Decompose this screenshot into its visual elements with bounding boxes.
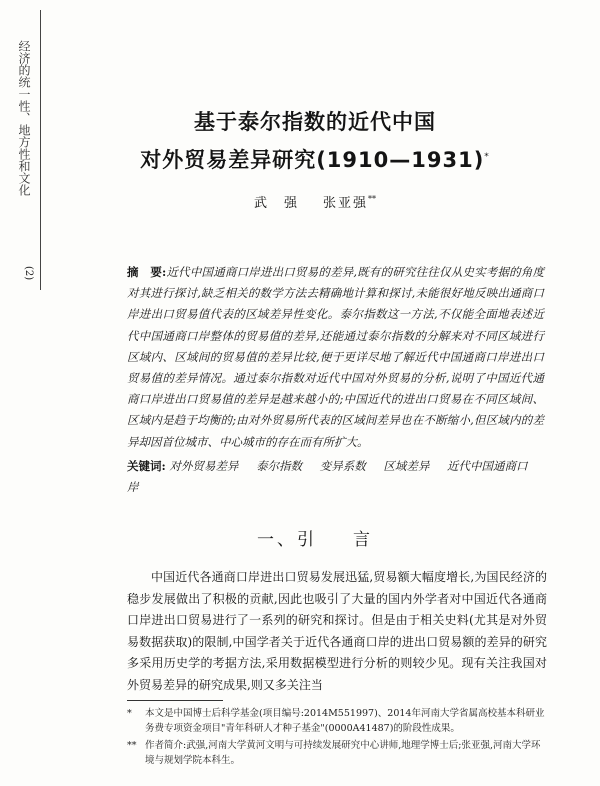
article-title-line-1: 基于泰尔指数的近代中国 bbox=[194, 110, 436, 134]
author-second: 张亚强 bbox=[323, 196, 369, 211]
footnotes bbox=[127, 706, 547, 770]
section-title: 言 bbox=[353, 530, 373, 550]
running-journal-title: 经济的统一性、地方性和文化 bbox=[17, 40, 31, 196]
footnote-text: 本文是中国博士后科学基金(项目编号:2014M551997)、2014年河南大学省属高校基本科研业务费专项资金项目"青年科研人才种子基金"(0000A41487)的阶段性成果。 bbox=[145, 708, 545, 734]
keywords bbox=[127, 456, 544, 498]
abstract bbox=[127, 262, 544, 453]
abstract-text: 近代中国通商口岸进出口贸易的差异,既有的研究往往仅从史实考据的角度对其进行探讨,缺乏相关的数学方法去精确地计算和探讨,未能很好地反映出通商口岸进出口贸易值代表的区域差异性变化。泰尔指数这一方法,不仅能全面地表述近代中国通商口岸整体的贸易值的差异,还能通过泰尔指数的分解来对不同区域进行区域内、区域间的贸易值的差异比较,便于更详尽地了解近代中国通商口岸进出口贸易值的差异情况。通过泰尔指数对近代中国对外贸易的分析,说明了中国近代通商口岸进出口贸易值的差异是越来越小的;中国近代的进出口贸易在不同区域间、区域内是趋于均衡的;由对外贸易所代表的区域间差异也在不断缩小,但区域内的差异却因首位城市、中心城市的存在而有所扩大。 bbox=[127, 265, 544, 449]
keyword: 近代中国通商口岸 bbox=[127, 459, 528, 495]
article-title-line-2: 对外贸易差异研究(1910—1931)* bbox=[140, 148, 490, 172]
title-footnote-mark[interactable]: * bbox=[484, 152, 490, 162]
section-heading bbox=[90, 525, 540, 550]
footnote bbox=[127, 738, 547, 768]
footnote-mark: * bbox=[127, 708, 132, 719]
keyword: 对外贸易差异 bbox=[169, 459, 239, 473]
author-first: 武 强 bbox=[253, 196, 299, 211]
body-paragraph: 中国近代各通商口岸进出口贸易发展迅猛,贸易额大幅度增长,为国民经济的稳步发展做出了积极的贡献,因此也吸引了大量的国内外学者对中国近代各通商口岸进出口贸易进行了一系列的研究和探讨。但是由于相关史料(尤其是对外贸易数据获取)的限制,中国学者关于近代各通商口岸的进出口贸易额的差异的研究多采用历史学的考据方法,采用数据模型进行分析的则较少见。现有关注我国对外贸易差异的研究成果,则又多关注当 bbox=[127, 570, 547, 692]
footnote-text: 作者简介:武强,河南大学黄河文明与可持续发展研究中心讲师,地理学博士后;张亚强,河南大学环境与规划学院本科生。 bbox=[145, 740, 541, 766]
keywords-label: 关键词: bbox=[127, 459, 166, 473]
section-number: 一、引 bbox=[257, 530, 317, 550]
keyword: 区域差异 bbox=[383, 459, 430, 473]
keyword: 泰尔指数 bbox=[256, 459, 303, 473]
footnote-rule bbox=[127, 700, 223, 701]
margin-rule bbox=[40, 10, 41, 290]
keyword: 变异系数 bbox=[319, 459, 366, 473]
author-line bbox=[90, 192, 540, 211]
author-footnote-mark[interactable]: ** bbox=[368, 194, 377, 204]
page-marker: (2) bbox=[23, 266, 34, 281]
footnote-mark: ** bbox=[127, 740, 137, 751]
footnote bbox=[127, 706, 547, 736]
abstract-label: 摘 要: bbox=[127, 265, 167, 279]
